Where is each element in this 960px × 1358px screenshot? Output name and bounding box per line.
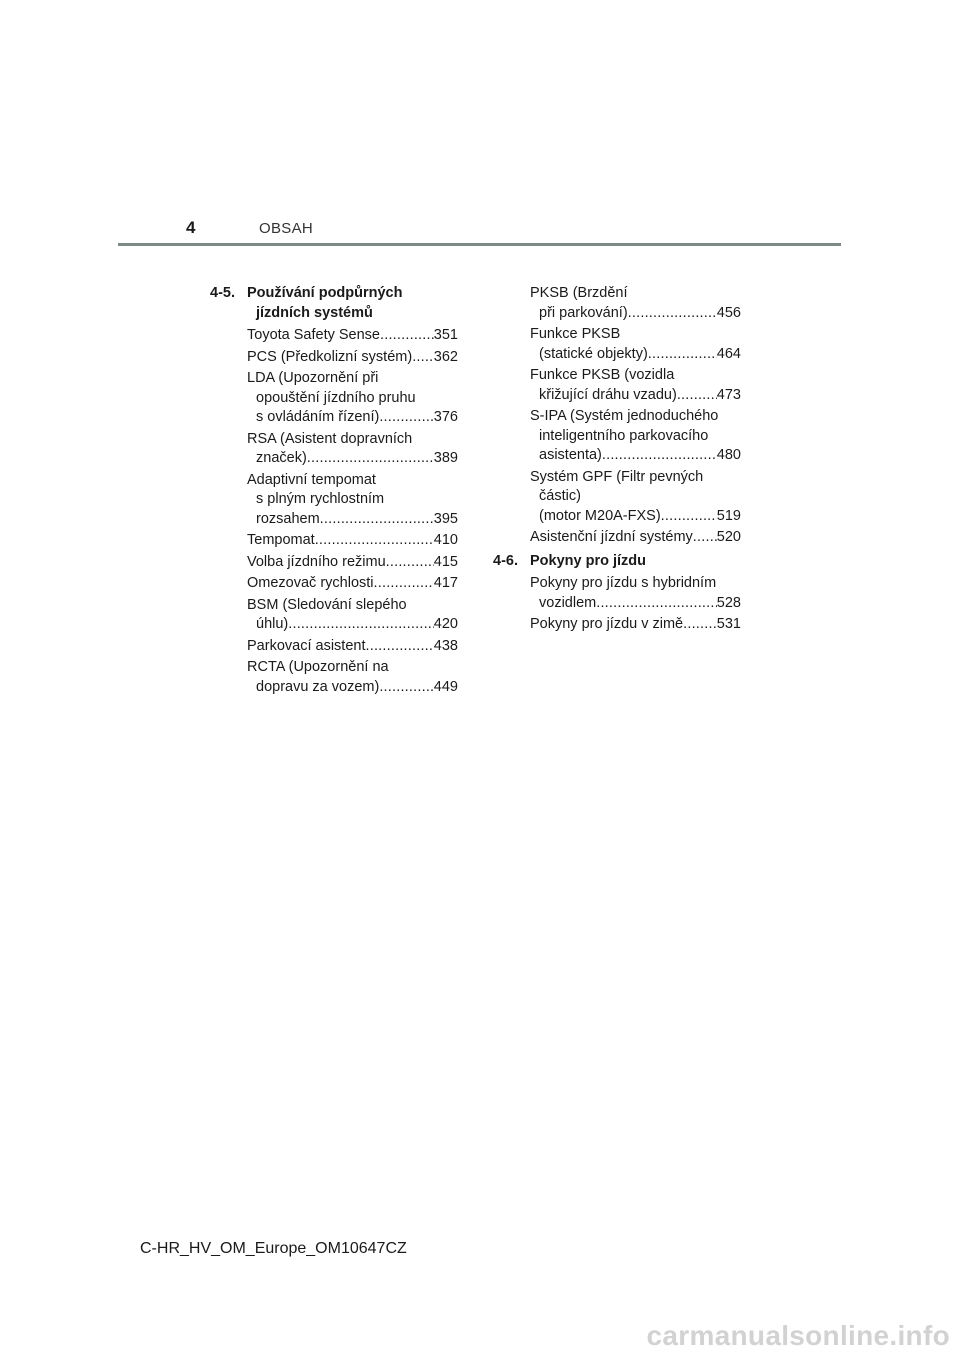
toc-entry[interactable] (493, 528, 741, 548)
toc-entry-text: dopravu za vozem) (256, 678, 380, 695)
toc-section[interactable] (210, 284, 458, 323)
toc-entry-text: Tempomat (247, 532, 315, 548)
toc-entry-text: (motor M20A-FXS) (539, 507, 661, 524)
toc-entry-row (247, 553, 458, 573)
dot-leader (315, 531, 434, 551)
toc-entry-text: BSM (Sledování slepého (247, 596, 407, 613)
toc-entry-list (210, 326, 458, 697)
page-ref: 376 (433, 409, 458, 425)
page-ref: 464 (716, 345, 741, 362)
dot-leader (693, 528, 717, 548)
toc-entry-text: asistenta) (539, 447, 602, 463)
toc-entry-text: křižující dráhu vzadu) (539, 386, 677, 403)
page-ref: 480 (716, 447, 741, 463)
toc-entry-text: s ovládáním řízení) (256, 409, 380, 425)
section-title-line: Pokyny pro jízdu (530, 552, 647, 569)
toc-entry-text: S-IPA (Systém jednoduchého (530, 408, 719, 424)
toc-entry-text: Omezovač rychlosti (247, 575, 374, 591)
toc-entry-row (530, 345, 741, 365)
toc-entry[interactable] (210, 637, 458, 657)
toc-entry-text: Funkce PKSB (vozidla (530, 367, 675, 383)
toc-entry-text: Adaptivní tempomat (247, 471, 376, 488)
section-number: 4-6. (493, 552, 518, 569)
page-ref: 351 (433, 327, 458, 343)
toc-entry-text: Pokyny pro jízdu s hybridním (530, 575, 717, 591)
toc-entry-row (247, 348, 458, 368)
section-title-line: Používání podpůrných (247, 285, 403, 301)
page-ref: 420 (433, 616, 458, 632)
page-ref: 410 (433, 532, 458, 548)
toc-entry-text: Systém GPF (Filtr pevných (530, 468, 704, 485)
page-ref: 449 (433, 678, 458, 695)
toc-entry-row (530, 507, 741, 527)
toc-entry-text: vozidlem (539, 594, 597, 611)
page-ref: 519 (716, 507, 741, 524)
page-ref: 531 (716, 616, 741, 632)
toc-entry-text: při parkování) (539, 304, 628, 321)
page-number: 4 (186, 218, 196, 237)
dot-leader (683, 615, 717, 635)
toc-column-right (493, 284, 741, 637)
toc-entry[interactable] (210, 326, 458, 346)
toc-entry-text: PCS (Předkolizní systém) (247, 348, 413, 365)
toc-entry-text: Funkce PKSB (530, 326, 621, 342)
toc-entry[interactable] (210, 574, 458, 594)
toc-entry-row (247, 449, 458, 469)
toc-entry-row (530, 528, 741, 548)
document-code: C-HR_HV_OM_Europe_OM10647CZ (140, 1240, 407, 1257)
toc-entry-row (247, 326, 458, 346)
toc-entry-row (247, 678, 458, 698)
toc-entry-text: částic) (539, 488, 581, 504)
toc-entry-row (247, 531, 458, 551)
section-number: 4-5. (210, 285, 235, 301)
toc-entry-text: LDA (Upozornění při (247, 370, 379, 386)
toc-entry-row (247, 408, 458, 428)
header-title: OBSAH (259, 220, 314, 237)
page-ref: 528 (716, 594, 741, 611)
toc-entry-row (247, 574, 458, 594)
toc-column-left (210, 284, 458, 699)
toc-entry[interactable] (210, 348, 458, 368)
toc-entry-text: opouštění jízdního pruhu (256, 389, 416, 406)
toc-entry[interactable] (210, 430, 458, 469)
dot-leader (307, 449, 434, 469)
toc-entry-text: Asistenční jízdní systémy (530, 529, 693, 545)
toc-entry[interactable] (493, 366, 741, 405)
toc-entry-text: Parkovací asistent (247, 637, 366, 654)
page-ref: 520 (716, 529, 741, 545)
page-ref: 395 (433, 510, 458, 527)
toc-entry-text: značek) (256, 450, 307, 466)
dot-leader (648, 345, 717, 365)
section-title-line: jízdních systémů (256, 304, 373, 321)
toc-entry-text: PKSB (Brzdění (530, 285, 628, 301)
dot-leader (380, 326, 434, 346)
toc-entry[interactable] (493, 407, 741, 466)
page-ref: 473 (716, 386, 741, 403)
toc-entry[interactable] (493, 574, 741, 613)
page-ref: 362 (433, 348, 458, 365)
toc-entry-row (530, 304, 741, 324)
toc-entry[interactable] (210, 369, 458, 428)
toc-entry-row (530, 386, 741, 406)
dot-leader (661, 507, 717, 527)
header-rule (118, 243, 841, 246)
toc-entry[interactable] (493, 284, 741, 323)
toc-entry[interactable] (493, 468, 741, 527)
toc-entry-row (247, 637, 458, 657)
page-ref: 456 (716, 304, 741, 321)
toc-section[interactable] (493, 552, 741, 572)
toc-entry-text: (statické objekty) (539, 345, 648, 362)
toc-entry[interactable] (493, 615, 741, 635)
page-ref: 438 (433, 637, 458, 654)
watermark: carmanualsonline.info (646, 1320, 950, 1351)
toc-entry-text: Volba jízdního režimu (247, 553, 386, 570)
dot-leader (374, 574, 434, 594)
toc-entry[interactable] (210, 471, 458, 530)
toc-entry[interactable] (210, 658, 458, 697)
toc-entry-row (530, 594, 741, 614)
dot-leader (596, 594, 717, 614)
toc-entry-text: RCTA (Upozornění na (247, 659, 389, 675)
toc-entry[interactable] (210, 531, 458, 551)
toc-entry-text: Pokyny pro jízdu v zimě (530, 616, 684, 632)
page-ref: 417 (433, 575, 458, 591)
dot-leader (288, 615, 434, 635)
dot-leader (677, 386, 717, 406)
toc-entry-row (530, 615, 741, 635)
dot-leader (379, 678, 433, 698)
toc-entry-row (247, 510, 458, 530)
toc-entry-text: úhlu) (256, 616, 289, 632)
dot-leader (602, 446, 717, 466)
dot-leader (412, 348, 434, 368)
dot-leader (628, 304, 717, 324)
toc-entry[interactable] (210, 596, 458, 635)
toc-entry-list (493, 284, 741, 548)
dot-leader (386, 553, 434, 573)
toc-entry-row (530, 446, 741, 466)
toc-entry[interactable] (493, 325, 741, 364)
toc-entry-text: s plným rychlostním (256, 491, 385, 507)
toc-entry-row (247, 615, 458, 635)
toc-entry-text: RSA (Asistent dopravních (247, 430, 413, 447)
toc-entry-list (493, 574, 741, 635)
toc-entry-text: rozsahem (256, 510, 320, 527)
dot-leader (365, 637, 433, 657)
page-ref: 389 (433, 450, 458, 466)
dot-leader (379, 408, 433, 428)
dot-leader (320, 510, 434, 530)
toc-entry[interactable] (210, 553, 458, 573)
toc-entry-text: inteligentního parkovacího (539, 427, 709, 444)
page-ref: 415 (433, 553, 458, 570)
toc-entry-text: Toyota Safety Sense (247, 327, 380, 343)
